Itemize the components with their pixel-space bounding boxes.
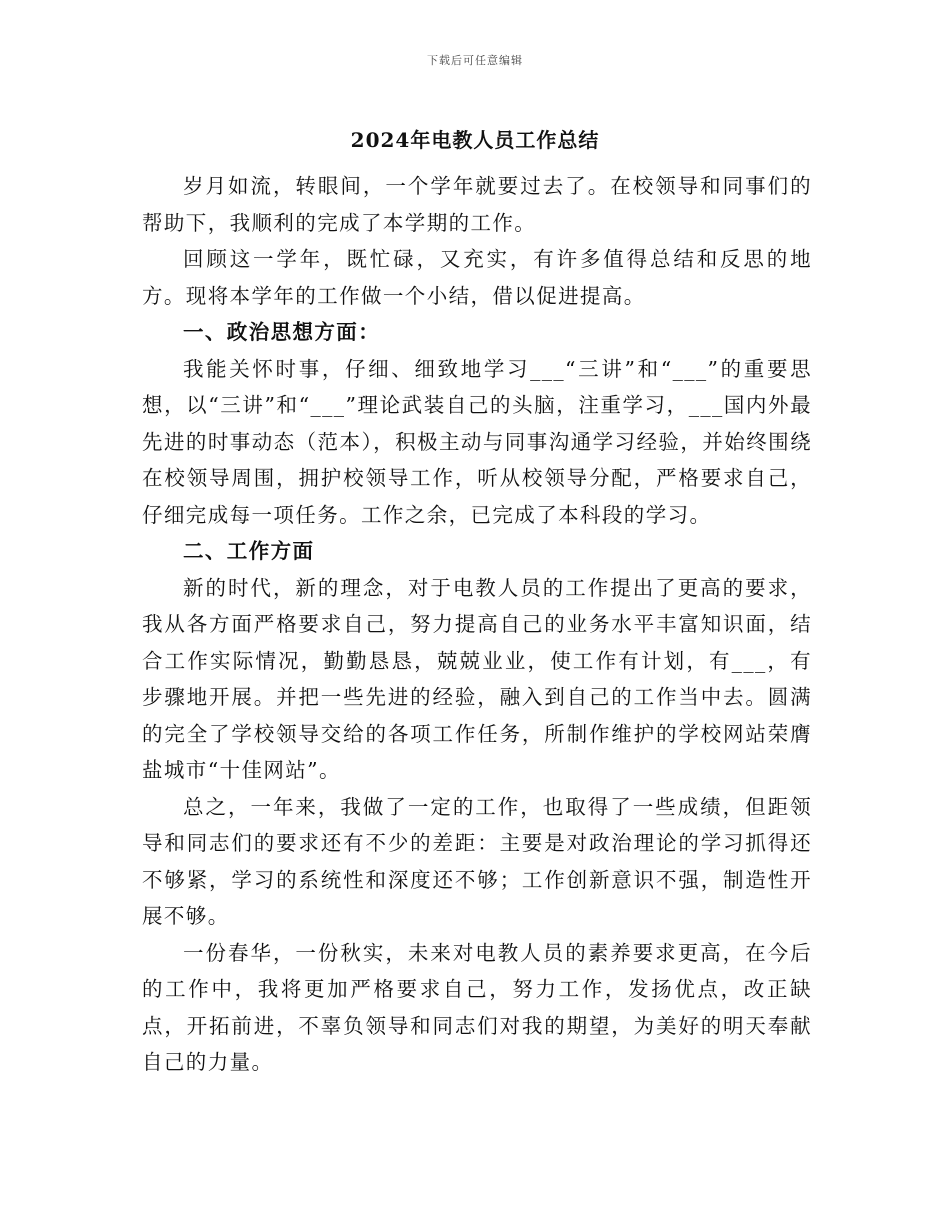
section-heading-work: 二、工作方面 (183, 539, 315, 563)
paragraph-politics: 我能关怀时事，仔细、细致地学习___“三讲”和“___”的重要思想，以“三讲”和“___”理论武装自己的头脑，注重学习，___国内外最先进的时事动态（范本），积极主动与同事沟通学习经验，并始终围绕在校领导周围，拥护校领导工作，听从校领导分配，严格要求自己，仔细完成每一项任务。工作之余，已完成了本科段的学习。 (142, 356, 812, 527)
paragraph-summary: 总之，一年来，我做了一定的工作，也取得了一些成绩，但距领导和同志们的要求还有不少的差距：主要是对政治理论的学习抓得还不够紧，学习的系统性和深度还不够；工作创新意识不强，制造性开展不够。 (142, 794, 812, 928)
paragraph-outlook: 一份春华，一份秋实，未来对电教人员的素养要求更高，在今后的工作中，我将更加严格要求自己，努力工作，发扬优点，改正缺点，开拓前进，不辜负领导和同志们对我的期望，为美好的明天奉献自己的力量。 (142, 940, 812, 1074)
paragraph-intro: 岁月如流，转眼间，一个学年就要过去了。在校领导和同事们的帮助下，我顺利的完成了本学期的工作。 (142, 174, 812, 235)
section-heading-politics: 一、政治思想方面： (183, 320, 381, 344)
paragraph-review: 回顾这一学年，既忙碌，又充实，有许多值得总结和反思的地方。现将本学年的工作做一个小结，借以促进提高。 (142, 247, 812, 308)
document-title: 2024年电教人员工作总结 (350, 128, 600, 152)
paragraph-work: 新的时代，新的理念，对于电教人员的工作提出了更高的要求，我从各方面严格要求自己，努力提高自己的业务水平丰富知识面，结合工作实际情况，勤勤恳恳，兢兢业业，使工作有计划，有___，有步骤地开展。并把一些先进的经验，融入到自己的工作当中去。圆满的完全了学校领导交给的各项工作任务，所制作维护的学校网站荣膺盐城市“十佳网站”。 (142, 575, 812, 782)
header-note: 下载后可任意编辑 (427, 54, 523, 67)
document-body (142, 168, 812, 1081)
